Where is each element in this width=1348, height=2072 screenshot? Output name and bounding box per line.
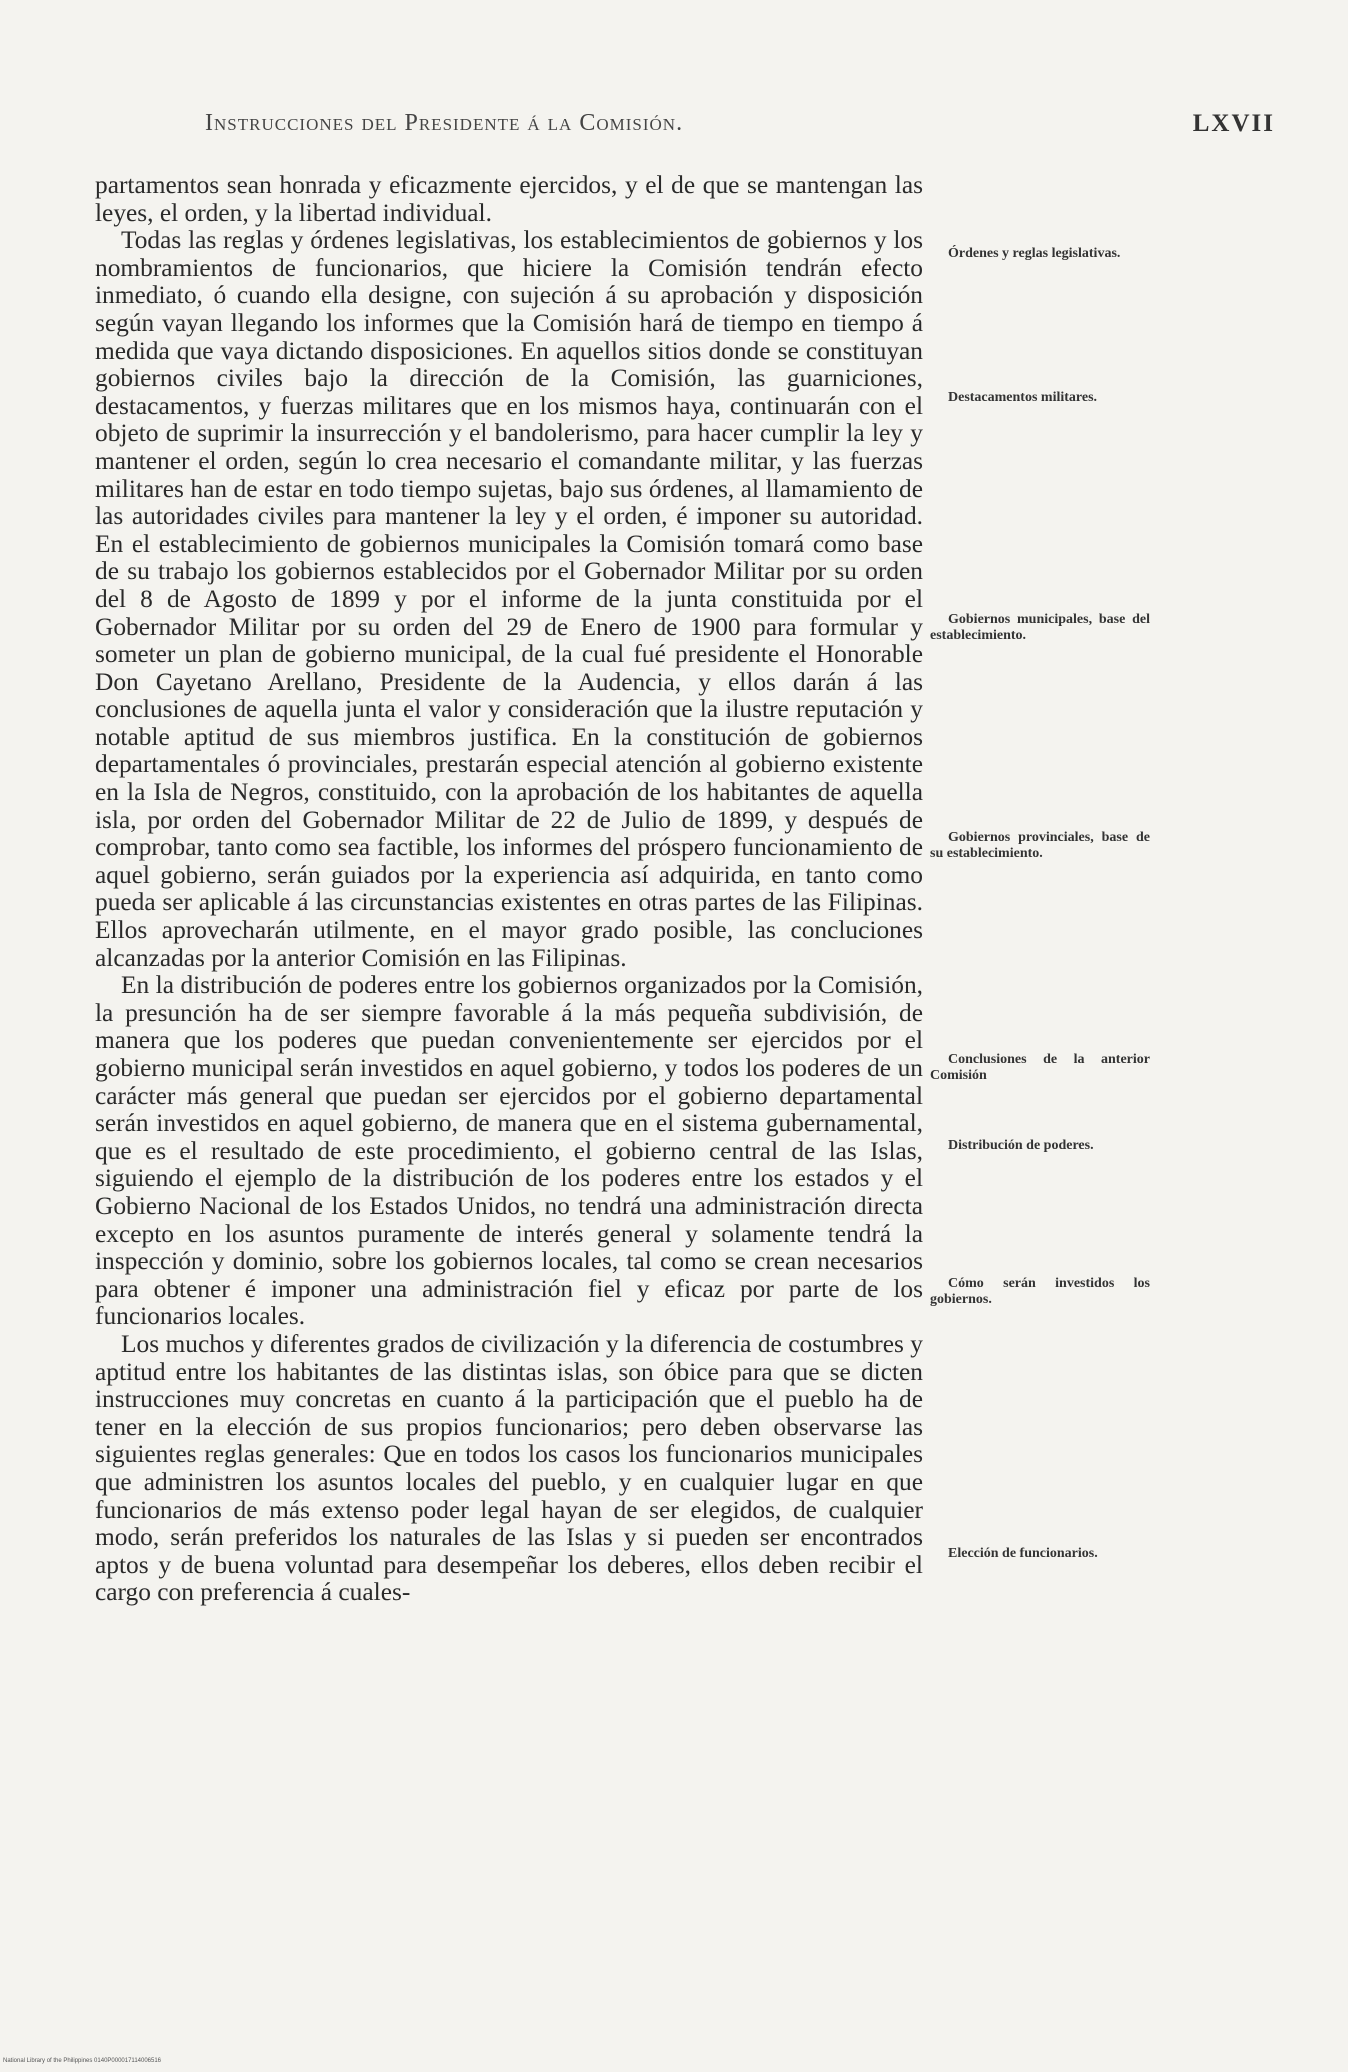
paragraph: En la distribución de poderes entre los gobiernos organizados por la Comisión, la presunción ha de ser siempre favorable á la más pequeña subdivisión, de manera que los poderes que puedan convenientemente ser ejercidos por el gobierno municipal serán investidos en aquel gobierno, y todos los poderes de un carácter más general que puedan ser ejercidos por el gobierno departamental serán investidos en aquel gobierno, de manera que en el sistema gubernamental, que es el resultado de este procedimiento, el gobierno central de las Islas, siguiendo el ejemplo de la distribución de los poderes entre los estados y el Gobierno Nacional de los Estados Unidos, no tendrá una administración directa excepto en los asuntos puramente de interés general y solamente tendrá la inspección y dominio, sobre los gobiernos locales, tal como se crean necesarios para obtener é imponer una administración fiel y eficaz por parte de los funcionarios locales. (95, 971, 923, 1331)
footer-credit: National Library of the Philippines 0140P000017114006516 (3, 2058, 162, 2064)
margin-note: Distribución de poderes. (948, 1138, 1094, 1153)
margin-note: Conclusiones de la anterior Comisión (930, 1052, 1150, 1083)
margin-note: Elección de funcionarios. (948, 1546, 1098, 1561)
paragraph: Los muchos y diferentes grados de civilización y la diferencia de costumbres y aptitud entre los habitantes de las distintas islas, son óbice para que se dicten instrucciones muy concretas en cuanto á la participación que el pueblo ha de tener en la elección de sus propios funcionarios; pero deben observarse las siguientes reglas generales: Que en todos los casos los funcionarios municipales que administren los asuntos locales del pueblo, y en cualquier lugar en que funcionarios de más extenso poder legal hayan de ser elegidos, de cualquier modo, serán preferidos los naturales de las Islas y si pueden ser encontrados aptos y de buena voluntad para desempeñar los deberes, ellos deben recibir el cargo con preferencia á cuales- (95, 1329, 923, 1607)
margin-note: Cómo serán investidos los gobiernos. (930, 1276, 1150, 1307)
running-head: Instrucciones del Presidente á la Comisión. (205, 110, 684, 136)
margin-note: Destacamentos militares. (948, 390, 1098, 405)
paragraph: Todas las reglas y órdenes legislativas, los establecimientos de gobiernos y los nombramientos de funcionarios, que hiciere la Comisión tendrán efecto inmediato, ó cuando ella designe, con sujeción á su aprobación y disposición según vayan llegando los informes que la Comisión hará de tiempo en tiempo á medida que vaya dictando disposiciones. En aquellos sitios donde se constituyan gobiernos civiles bajo la dirección de la Comisión, las guarniciones, destacamentos, y fuerzas militares que en los mismos haya, continuarán con el objeto de suprimir la insurrección y el bandolerismo, para hacer cumplir la ley y mantener el orden, según lo crea necesario el comandante militar, y las fuerzas militares han de estar en todo tiempo sujetas, bajo sus órdenes, al llamamiento de las autoridades civiles para mantener la ley y el orden, é imponer su autoridad. En el establecimiento de gobiernos municipales la Comisión tomará como base de su trabajo los gobiernos establecidos por el Gobernador Militar por su orden del 8 de Agosto de 1899 y por el informe de la junta constituida por el Gobernador Militar por su orden del 29 de Enero de 1900 para formular y someter un plan de gobierno municipal, de la cual fué presidente el Honorable Don Cayetano Arellano, Presidente de la Audencia, y ellos darán á las conclusiones de aquella junta el valor y consideración que la ilustre reputación y notable aptitud de sus miembros justifica. En la constitución de gobiernos departamentales ó provinciales, prestarán especial atención al gobierno existente en la Isla de Negros, constituido, con la aprobación de los habitantes de aquella isla, por orden del Gobernador Militar de 22 de Julio de 1899, y después de comprobar, tanto como sea factible, los informes del próspero funcionamiento de aquel gobierno, serán guiados por la experiencia así adquirida, en tanto como pueda ser aplicable á las circunstancias existentes en otras partes de las Filipinas. Ellos aprovecharán utilmente, en el mayor grado posible, las concluciones alcanzadas por la anterior Comisión en las Filipinas. (95, 226, 923, 972)
margin-note: Gobiernos municipales, base del establecimiento. (930, 612, 1150, 643)
paragraph: partamentos sean honrada y eficazmente ejercidos, y el de que se mantengan las leyes, el orden, y la libertad individual. (95, 171, 923, 227)
page-header (205, 110, 1275, 150)
margin-note: Gobiernos provinciales, base de su establecimiento. (930, 830, 1150, 861)
page-number: LXVII (1192, 110, 1275, 137)
margin-note: Órdenes y reglas legislativas. (948, 246, 1121, 261)
main-text (95, 172, 923, 1607)
